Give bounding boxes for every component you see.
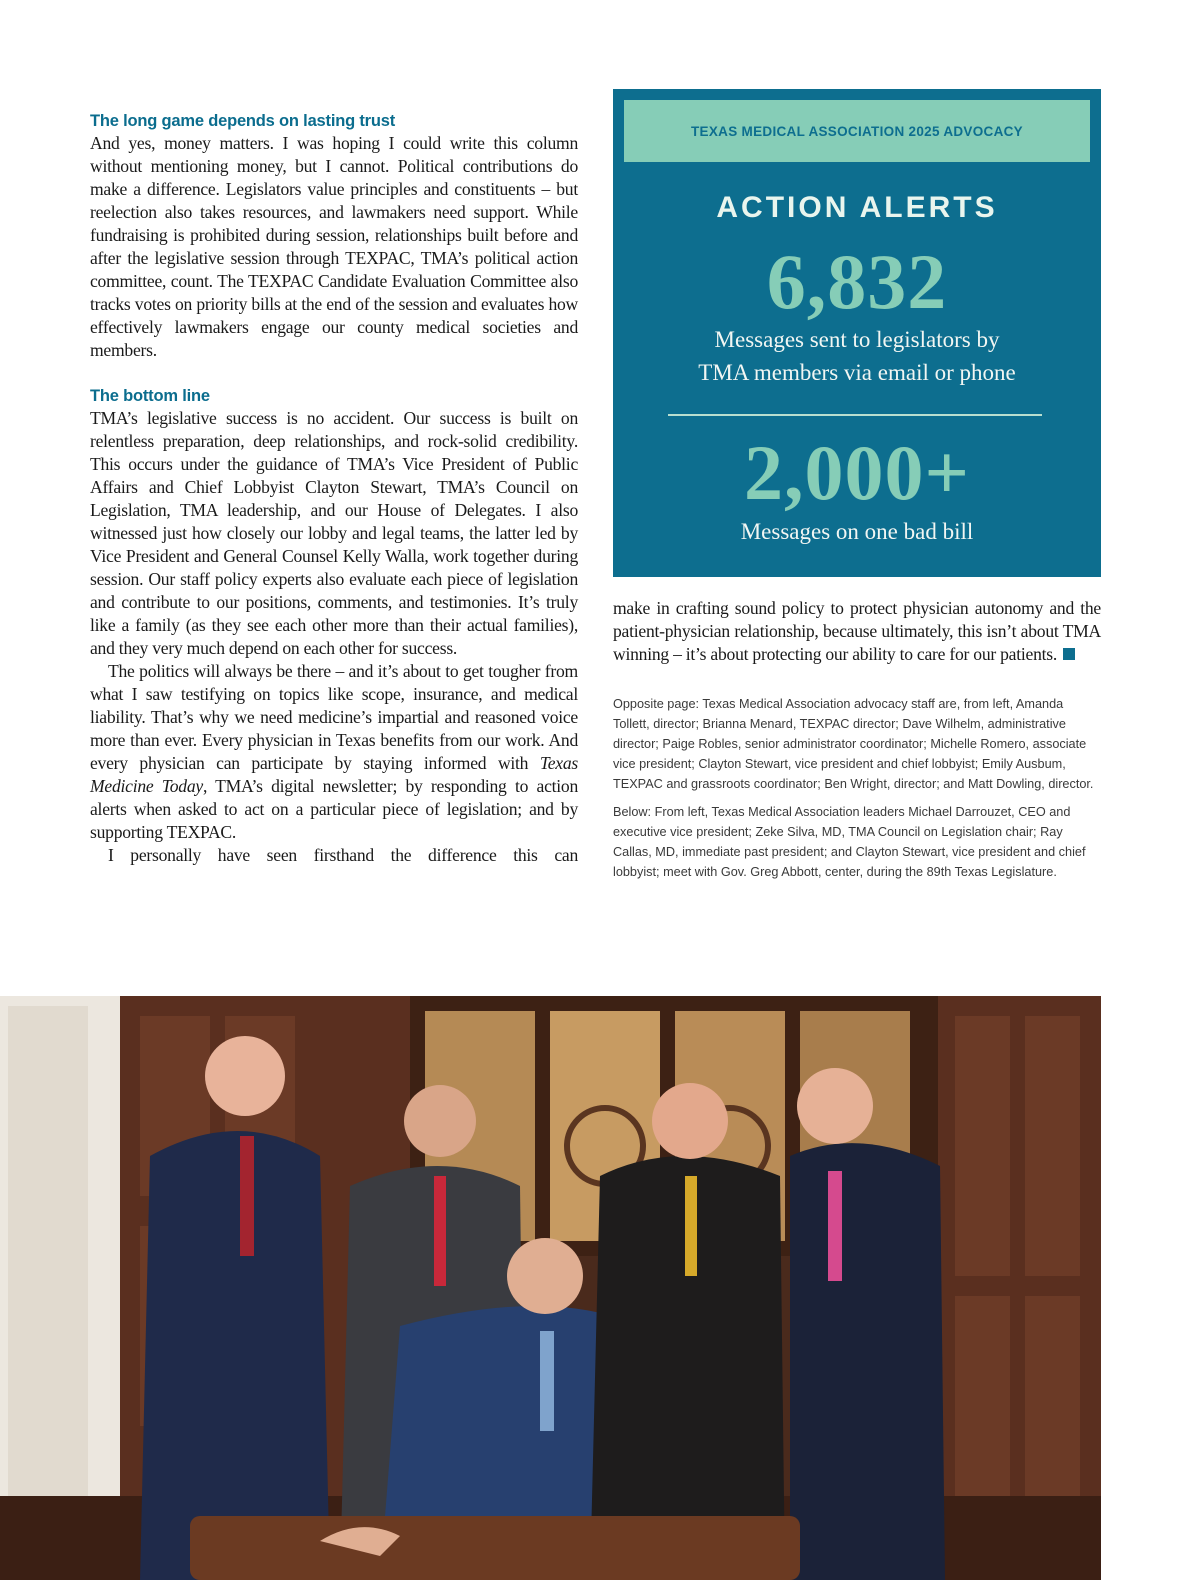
- end-mark-icon: [1063, 648, 1075, 660]
- left-column: [90, 110, 578, 867]
- spacer: [90, 362, 578, 385]
- stat-description-line: Messages sent to legislators by: [714, 327, 1000, 352]
- stat-description: [613, 323, 1101, 389]
- stat-description: Messages on one bad bill: [740, 519, 974, 544]
- caption-opposite-page: Opposite page: Texas Medical Association advocacy staff are, from left, Amanda Tollett, director; Brianna Menard, TEXPAC director; Dave Wilhelm, administrative director; Paige Robles, senior administrator coordinator; Michelle Romero, associate vice president; Clayton Stewart, vice president and chief lobbyist; Emily Ausbum, TEXPAC and grassroots coordinator; Ben Wright, director; and Matt Dowling, director.: [613, 697, 1094, 791]
- stat-value-bad-bill: 2,000+: [744, 429, 970, 516]
- paragraph-text: make in crafting sound policy to protect physician autonomy and the patient-physician relationship, because ultimately, this isn’t about TMA winning – it’s about protecting our ability to care for our patients.: [613, 598, 1101, 664]
- publication-title: Texas Medicine Today: [90, 753, 578, 796]
- right-column: [613, 597, 1101, 882]
- paragraph-text: The politics will always be there – and it’s about to get tougher from what I saw testifying on topics like scope, insurance, and medical liability. That’s why we need medicine’s impartial and reasoned voice more than ever. Every physician in Texas benefits from our work. And every physician can participate by staying informed with: [90, 661, 578, 773]
- paragraph-text: , TMA’s digital newsletter; by responding to action alerts when asked to act on a particular piece of legislation; and by supporting TEXPAC.: [90, 776, 578, 842]
- section-heading-bottom-line: The bottom line: [90, 387, 210, 405]
- body-paragraph: I personally have seen firsthand the difference this can: [108, 845, 578, 865]
- sidebar-banner: [624, 100, 1090, 162]
- body-paragraph: TMA’s legislative success is no accident. Our success is built on relentless preparation, deep relationships, and rock-solid credibility. This occurs under the guidance of TMA’s Vice President of Public Affairs and Chief Lobbyist Clayton Stewart, TMA’s Council on Legislation, TMA leadership, and our House of Delegates. I also witnessed just how closely our lobby and legal teams, the latter led by Vice President and General Counsel Kelly Walla, work together during session. Our staff policy experts also evaluate each piece of legislation and contribute to our positions, comments, and testimonies. It’s truly like a family (as they see each other more than their actual families), and they very much depend on each other for success.: [90, 408, 578, 658]
- stat-description-line: TMA members via email or phone: [698, 360, 1016, 385]
- sidebar-title: ACTION ALERTS: [716, 191, 998, 224]
- divider: [668, 414, 1042, 416]
- banner-text: TEXAS MEDICAL ASSOCIATION 2025 ADVOCACY: [690, 123, 1023, 139]
- group-photo: [0, 996, 1101, 1580]
- stat-value-messages: 6,832: [766, 238, 948, 325]
- body-paragraph: [90, 660, 578, 844]
- photo-captions: [613, 694, 1101, 882]
- body-paragraph: [613, 597, 1101, 666]
- section-heading-long-game: The long game depends on lasting trust: [90, 112, 396, 130]
- action-alerts-sidebar: [613, 89, 1101, 577]
- group-photo-illustration: [0, 996, 1101, 1580]
- body-paragraph: And yes, money matters. I was hoping I could write this column without mentioning money, but I cannot. Political contributions do make a difference. Legislators value principles and constituents – but reelection also takes resources, and lawmakers need support. While fundraising is prohibited during session, relationships built before and after the legislative session through TEXPAC, TMA’s political action committee, count. The TEXPAC Candidate Evaluation Committee also tracks votes on priority bills at the end of the session and evaluates how effectively lawmakers engage our county medical societies and members.: [90, 133, 578, 360]
- caption-below: Below: From left, Texas Medical Association leaders Michael Darrouzet, CEO and executive vice president; Zeke Silva, MD, TMA Council on Legislation chair; Ray Callas, MD, immediate past president; and Clayton Stewart, vice president and chief lobbyist; meet with Gov. Greg Abbott, center, during the 89th Texas Legislature.: [613, 805, 1086, 879]
